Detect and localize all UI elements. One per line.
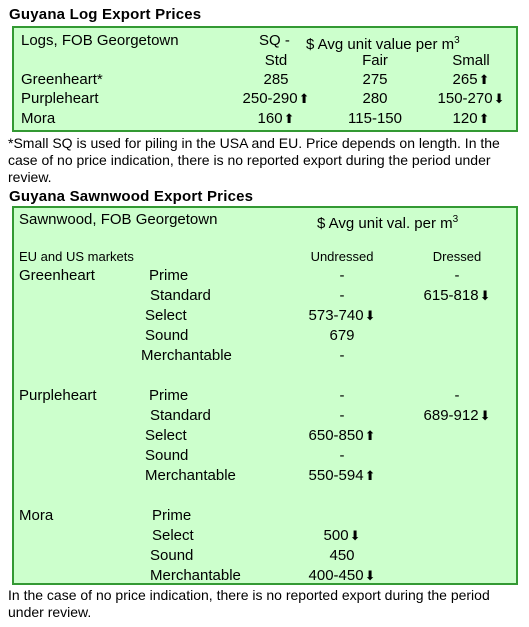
sawn-col-dressed: Dressed xyxy=(432,249,482,264)
log-header-sq: SQ - xyxy=(259,32,290,49)
log-footnote: *Small SQ is used for piling in the USA and EU. Price depends on length. In the case of no price indication, there is no reported export during the period under review. xyxy=(8,135,500,185)
log-species-name xyxy=(21,90,99,108)
log-value-std-text: 285 xyxy=(263,71,289,88)
log-species-name-text: Mora xyxy=(21,110,56,127)
sawn-species-name-text: Greenheart xyxy=(19,267,95,284)
sawn-value-dressed xyxy=(424,287,491,305)
sawn-grade-label-text: Prime xyxy=(152,507,192,524)
log-value-small xyxy=(453,110,490,128)
sawn-grade-label xyxy=(149,387,188,405)
sawn-grade-label xyxy=(150,287,211,305)
log-value-fair-text: 280 xyxy=(362,90,388,107)
sawn-value-undressed xyxy=(329,327,354,345)
log-species-name-text: Purpleheart xyxy=(21,90,99,107)
sawn-species-name xyxy=(19,387,97,405)
sawn-grade-label xyxy=(150,407,211,425)
sawn-grade-label-text: Select xyxy=(145,307,187,324)
log-value-fair xyxy=(362,71,387,89)
sawn-value-dressed-text: 689-912 xyxy=(423,407,479,424)
arrow-down-icon: ⬇ xyxy=(479,288,491,303)
sawn-value-undressed-text: - xyxy=(339,347,345,364)
arrow-up-icon: ⬆ xyxy=(364,468,376,483)
sawn-value-undressed-text: 500 xyxy=(323,527,349,544)
log-species-name xyxy=(21,110,55,128)
sawn-value-undressed xyxy=(340,447,345,465)
sawn-grade-label-text: Select xyxy=(152,527,194,544)
sawn-grade-label xyxy=(145,447,188,465)
log-species-name xyxy=(21,71,103,89)
log-value-small-text: 150-270 xyxy=(437,90,493,107)
sawn-value-dressed-text: - xyxy=(454,387,460,404)
sawn-grade-label xyxy=(145,427,187,445)
sawn-grade-label-text: Merchantable xyxy=(145,467,236,484)
log-value-small xyxy=(438,90,505,108)
sawn-value-undressed xyxy=(309,467,376,485)
log-header-value xyxy=(306,32,460,54)
log-header-value-text: $ Avg unit value per m xyxy=(306,36,455,53)
sawn-grade-label-text: Select xyxy=(145,427,187,444)
log-value-fair xyxy=(348,110,402,128)
sawn-value-dressed xyxy=(424,407,491,425)
log-prices-table xyxy=(12,26,518,132)
sawn-value-undressed xyxy=(340,347,345,365)
sawn-grade-label-text: Merchantable xyxy=(150,567,241,584)
sawn-value-undressed-text: 679 xyxy=(329,327,355,344)
arrow-up-icon: ⬆ xyxy=(283,111,295,126)
sawn-value-undressed-text: - xyxy=(339,387,345,404)
sawn-col-undressed: Undressed xyxy=(310,249,374,264)
log-value-std-text: 250-290 xyxy=(242,90,298,107)
sawn-value-undressed-text: 400-450 xyxy=(308,567,364,584)
log-value-std xyxy=(243,90,310,108)
log-value-std xyxy=(263,71,288,89)
sawn-prices-table xyxy=(12,206,518,585)
sawn-grade-label-text: Sound xyxy=(145,327,189,344)
sawn-grade-label-text: Standard xyxy=(150,287,211,304)
sawn-value-dressed-text: 615-818 xyxy=(423,287,479,304)
sawn-value-undressed xyxy=(329,547,354,565)
sawn-value-undressed-text: 573-740 xyxy=(308,307,364,324)
log-value-fair xyxy=(362,90,387,108)
log-value-small-text: 120 xyxy=(452,110,478,127)
sawn-grade-label-text: Prime xyxy=(149,387,189,404)
sawn-value-undressed xyxy=(324,527,361,545)
log-species-name-text: Greenheart* xyxy=(21,71,103,88)
sawn-grade-label xyxy=(152,527,194,545)
arrow-down-icon: ⬇ xyxy=(364,568,376,583)
arrow-down-icon: ⬇ xyxy=(479,408,491,423)
sawn-grade-label xyxy=(145,467,236,485)
sawn-value-dressed xyxy=(455,387,460,405)
sawn-grade-label xyxy=(141,347,232,365)
sawn-value-dressed-text: - xyxy=(454,267,460,284)
sawn-value-undressed-text: 650-850 xyxy=(308,427,364,444)
sawn-value-undressed-text: - xyxy=(339,447,345,464)
sawn-species-name xyxy=(19,507,53,525)
sawn-grade-label-text: Merchantable xyxy=(141,347,232,364)
arrow-down-icon: ⬇ xyxy=(349,528,361,543)
log-col-fair: Fair xyxy=(362,52,388,69)
log-prices-title: Guyana Log Export Prices xyxy=(9,6,202,23)
sawn-species-name xyxy=(19,267,95,285)
arrow-up-icon: ⬆ xyxy=(478,72,490,87)
sawn-species-name-text: Purpleheart xyxy=(19,387,97,404)
sawn-grade-label xyxy=(150,567,241,585)
sawn-value-undressed-text: 450 xyxy=(329,547,355,564)
arrow-down-icon: ⬇ xyxy=(493,91,505,106)
sawn-footnote: In the case of no price indication, there is no reported export during the period under review. xyxy=(8,587,490,620)
log-value-fair-text: 115-150 xyxy=(348,110,402,127)
arrow-up-icon: ⬆ xyxy=(364,428,376,443)
sawn-value-undressed xyxy=(309,567,376,585)
log-value-small-text: 265 xyxy=(452,71,478,88)
sawn-species-name-text: Mora xyxy=(19,507,54,524)
sawn-header-left: Sawnwood, FOB Georgetown xyxy=(19,211,218,228)
log-header-sup: 3 xyxy=(454,35,460,46)
sawn-grade-label-text: Sound xyxy=(145,447,189,464)
log-value-small xyxy=(453,71,490,89)
sawn-grade-label xyxy=(149,267,188,285)
sawn-grade-label-text: Sound xyxy=(150,547,194,564)
sawn-value-undressed xyxy=(340,387,345,405)
sawn-value-undressed-text: 550-594 xyxy=(308,467,364,484)
sawn-value-undressed-text: - xyxy=(339,287,345,304)
sawn-market-label: EU and US markets xyxy=(19,249,134,264)
log-col-std: Std xyxy=(264,52,288,69)
sawn-value-undressed xyxy=(309,307,376,325)
arrow-down-icon: ⬇ xyxy=(364,308,376,323)
log-value-std-text: 160 xyxy=(257,110,283,127)
sawn-value-undressed xyxy=(340,407,345,425)
sawn-grade-label xyxy=(150,547,193,565)
log-header-left: Logs, FOB Georgetown xyxy=(21,32,179,49)
sawn-header-sup: 3 xyxy=(452,214,459,225)
sawn-grade-label xyxy=(145,307,187,325)
sawn-value-undressed-text: - xyxy=(339,267,345,284)
arrow-up-icon: ⬆ xyxy=(478,111,490,126)
sawn-grade-label-text: Prime xyxy=(149,267,189,284)
sawn-value-undressed-text: - xyxy=(339,407,345,424)
sawn-grade-label-text: Standard xyxy=(150,407,211,424)
sawn-grade-label xyxy=(152,507,191,525)
log-col-small: Small xyxy=(452,52,490,69)
sawn-header-value xyxy=(317,211,458,233)
sawn-value-undressed xyxy=(340,287,345,305)
log-value-std xyxy=(258,110,295,128)
sawn-value-undressed xyxy=(340,267,345,285)
sawn-value-dressed xyxy=(455,267,460,285)
log-value-fair-text: 275 xyxy=(362,71,388,88)
sawn-prices-title: Guyana Sawnwood Export Prices xyxy=(9,188,254,205)
arrow-up-icon: ⬆ xyxy=(298,91,310,106)
sawn-header-value-text: $ Avg unit val. per m xyxy=(317,215,453,232)
sawn-value-undressed xyxy=(309,427,376,445)
sawn-grade-label xyxy=(145,327,188,345)
